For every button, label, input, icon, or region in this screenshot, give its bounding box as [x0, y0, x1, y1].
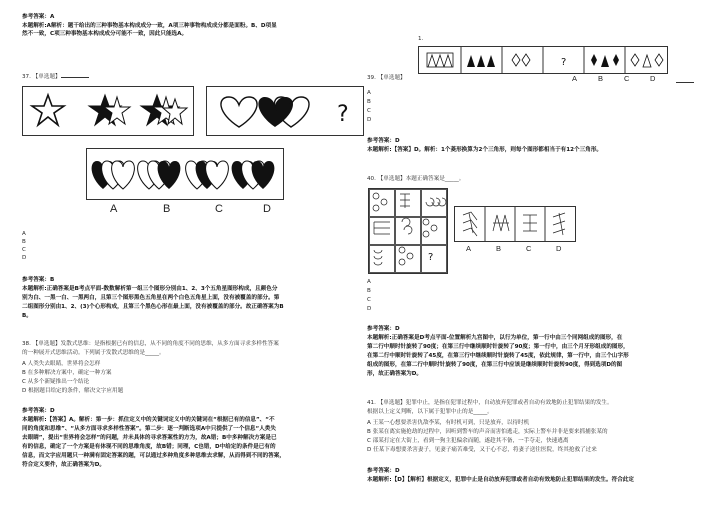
- q40-options-figure: [455, 207, 575, 241]
- mountain-shape-icon: [374, 222, 390, 234]
- q39-option-a[interactable]: A: [367, 90, 371, 96]
- circle-icon: [423, 231, 429, 237]
- q38-option-b[interactable]: B 在多种解决方案中，确定一种方案: [22, 370, 112, 376]
- q37-answer: 参考答案：B: [22, 277, 55, 283]
- q38-option-a[interactable]: A 人类失去眼睛，世界将会怎样: [22, 361, 101, 367]
- question-mark-icon: ?: [561, 57, 567, 68]
- diamond-pattern-icon: [512, 54, 530, 66]
- q38-intro-line-2: 的一种展开式思维活动。下列属于发散式思维的是_____。: [22, 350, 165, 356]
- question-mark-icon: ?: [337, 102, 349, 127]
- q41-option-c[interactable]: C 邵某打定在大街上，看到一狗主犯偏余而随，遂趁其不备，一手夺走，快速逃离: [367, 438, 569, 444]
- triangle-pattern-icon: [427, 53, 453, 67]
- q-top-number: 1.: [418, 36, 424, 42]
- q37-option-b[interactable]: B: [22, 239, 26, 245]
- q37-option-a[interactable]: A: [22, 231, 26, 237]
- q37-explain-line-2: 别为白、一黑一白、一黑两白，且第三个图形黑色五角星在两个白色五角星上面，没有被覆盖的部分。第: [22, 295, 280, 301]
- heart-solid-icon: [258, 97, 293, 127]
- q40-option-c-figure: [523, 215, 537, 231]
- q39-sequence-figure: [419, 47, 667, 73]
- q40-option-c[interactable]: C: [367, 297, 371, 303]
- q40-title: 40. 【单选题】本题正确答案是_____。: [367, 176, 465, 182]
- q40-explain-line-3: 在第二行中顺时针旋转了45度，在第三行中继续顺时针旋转了45度，依此规律，第一行中，由三个山字形: [367, 353, 629, 359]
- q40-explain-line-2: 第二行中顺时针旋转了90度；在第三行中继续顺时针旋转了90度；第一行中，由三个月牙形组成的图形，: [367, 344, 629, 350]
- q39-label-b: B: [598, 74, 604, 83]
- q40-answer: 参考答案：D: [367, 326, 400, 332]
- mountain-shape-icon: [400, 194, 410, 208]
- q37-explain-line-3: 二组图形分别由1、2、(3)个心形构成，且第三个黑色心形在最上面，没有被覆盖的部分。故正确答案为B: [22, 304, 284, 310]
- heart-outline-icon: [221, 97, 257, 127]
- q41-answer: 参考答案：D: [367, 468, 400, 474]
- question-mark-icon: ?: [428, 252, 434, 263]
- q38-explain-line-4: 有的信息，确定了一个方案是有体现不同的思维角度，故B错；同理，C也错，D中给定的条件是已有的: [22, 444, 276, 450]
- answer-blank: [61, 72, 89, 78]
- circle-icon: [373, 205, 379, 211]
- q39-option-c[interactable]: C: [367, 108, 371, 114]
- q38-intro-line-1: 38. 【单选题】发散式思维：是指根据已有的信息，从不同的角度不同的思维，从多方面寻求多样性答案: [22, 341, 279, 347]
- answer-blank: [676, 82, 694, 83]
- circle-icon: [399, 247, 405, 253]
- q40-option-a-figure: [463, 212, 477, 236]
- q40-label-a: A: [466, 244, 472, 253]
- q40-label-b: B: [496, 244, 502, 253]
- q38-explain-line-3: 去眼睛”，提出“世界将会怎样”的问题，并未具体的寻求答案性的方为，故A错；B中多种解决方案是已: [22, 435, 277, 441]
- q39-explain: 本题解析:【答案】D。解析：1个菱形换算为2个三角形，则每个图形都相当于有12个三角形。: [367, 147, 603, 153]
- q37-option-c[interactable]: C: [22, 247, 26, 253]
- q37-hearts-box: [206, 86, 364, 136]
- q41-intro-line-2: 根据以上定义判断，以下属于犯罪中止的是_____。: [367, 409, 493, 415]
- crescent-icon: [402, 218, 412, 234]
- q40-options-box: [454, 206, 576, 242]
- q37-option-d-figure: [232, 161, 275, 189]
- diamond-pattern-icon: [631, 54, 663, 67]
- q37-label-b: B: [163, 203, 171, 215]
- prev-answer: 参考答案：A: [22, 14, 55, 20]
- q37-label-c: C: [215, 203, 223, 215]
- q39-label-d: D: [650, 74, 656, 83]
- prev-explain-line-1: 本题解析:A解析：题干给出的三种事物基本构成成分一致，A项三种事物构成成分都是面粉。B、D项显: [22, 23, 277, 29]
- q37-option-d[interactable]: D: [22, 255, 27, 261]
- q39-title-text: 39. 【单选题】: [367, 75, 406, 81]
- q38-explain-line-6: 符合定义要件，故正确答案为D。: [22, 462, 105, 468]
- star-outline-icon: [32, 95, 64, 125]
- triangle-pattern-icon: [467, 55, 495, 67]
- q39-option-d[interactable]: D: [367, 117, 372, 123]
- q40-grid-figures: [368, 188, 446, 272]
- q38-option-c[interactable]: C 从多个新疑推出一个结论: [22, 379, 90, 385]
- circle-icon: [407, 253, 413, 259]
- q37-stars-box: [22, 86, 194, 136]
- q40-option-d-figure: [553, 213, 565, 235]
- q41-option-d[interactable]: D 任某下毒想要杀害妻子，见妻子痛苦难受，又于心不忍，将妻子送往医院，终其抢救了过来: [367, 447, 597, 453]
- q37-title-text: 37. 【单选题】: [22, 74, 61, 80]
- crescent-icon: [374, 250, 382, 265]
- circle-icon: [373, 193, 379, 199]
- crescent-icon: [426, 198, 446, 206]
- q40-explain-line-4: 组成的图形，在第二行中顺时针旋转了90度，在第三行中应该是继续顺时针旋转90度，得到选项D的图: [367, 362, 623, 368]
- q39-label-a: A: [572, 74, 578, 83]
- q37-option-a-figure: [92, 161, 135, 189]
- q38-explain-line-2: 同的角度和思维”、“从多方面寻求多样性答案”。第二步：逐一判断选项A中只提供了一个信息“人类失: [22, 426, 276, 432]
- q37-options-figure: [87, 149, 283, 199]
- q37-stars-figure: [23, 87, 193, 135]
- q38-answer: 参考答案：D: [22, 408, 55, 414]
- prev-explain-line-2: 然不一致，C项三种事物基本构成成分可能不一致，因此只能选A。: [22, 31, 188, 37]
- circle-icon: [431, 225, 437, 231]
- q40-option-b[interactable]: B: [367, 288, 371, 294]
- q37-options-box: [86, 148, 284, 200]
- q40-explain-line-1: 本题解析:正确答案是D考点平面-位置解析九宫图中，以行为单位，第一行中由三个同网组成的图形，在: [367, 335, 623, 341]
- q38-option-d[interactable]: D 根据题目给定的条件，解决文字应用题: [22, 388, 124, 394]
- q40-option-a[interactable]: A: [367, 279, 371, 285]
- q41-explain: 本题解析:【D】【解析】根据定义，犯罪中止是自动放弃犯罪或者自动有效地防止犯罪结果的发生。符合此定: [367, 477, 634, 483]
- q40-explain-line-5: 形，故正确答案为D。: [367, 371, 422, 377]
- q41-option-a[interactable]: A 王某一心想要杀害仇敌李某，有时机可到，只是放弃，以待时机: [367, 420, 530, 426]
- q37-hearts-figure: [207, 87, 363, 135]
- q37-option-c-figure: [186, 161, 229, 189]
- q39-answer: 参考答案：D: [367, 138, 400, 144]
- q38-explain-line-5: 信息，而文字应用题只一种满有固定答案的题，可以通过多种角度多种思维去求解，从而得到不同的答案，: [22, 453, 285, 459]
- circle-icon: [399, 259, 405, 265]
- q37-title: [22, 72, 89, 81]
- q39-title: [367, 75, 406, 82]
- q39-option-b[interactable]: B: [367, 99, 371, 105]
- diamond-pattern-icon: [591, 54, 619, 67]
- q37-option-b-figure: [138, 161, 181, 189]
- q38-explain-line-1: 本题解析:【答案】A。解析：第一步：抓住定义中的关键词定义中的关键词在“根据已有的信息”、“不: [22, 417, 275, 423]
- q37-label-d: D: [263, 203, 271, 215]
- q40-option-b-figure: [493, 215, 509, 231]
- q40-label-c: C: [526, 244, 532, 253]
- circle-icon: [381, 199, 387, 205]
- q37-explain-line-4: B。: [22, 313, 32, 319]
- q37-explain-line-1: 本题解析:正确答案是B考点平面-数数解析第一组三个图形分别由1、2、3个五角星图形构成，且颜色分: [22, 286, 278, 292]
- q40-label-d: D: [556, 244, 562, 253]
- q39-label-c: C: [624, 74, 630, 83]
- q37-label-a: A: [110, 203, 118, 215]
- circle-icon: [423, 219, 429, 225]
- q40-option-d[interactable]: D: [367, 306, 372, 312]
- q41-intro-line-1: 41. 【单选题】犯罪中止，是指在犯罪过程中，自动放弃犯罪或者自动有效地防止犯罪结果的发生。: [367, 400, 613, 406]
- q41-option-b[interactable]: B 张某在离实施抢劫的过程中，因听到警车的声音而害怕逃走，实际上警车并非是要来抓捕张某的: [367, 429, 608, 435]
- q39-sequence-box: [418, 46, 668, 74]
